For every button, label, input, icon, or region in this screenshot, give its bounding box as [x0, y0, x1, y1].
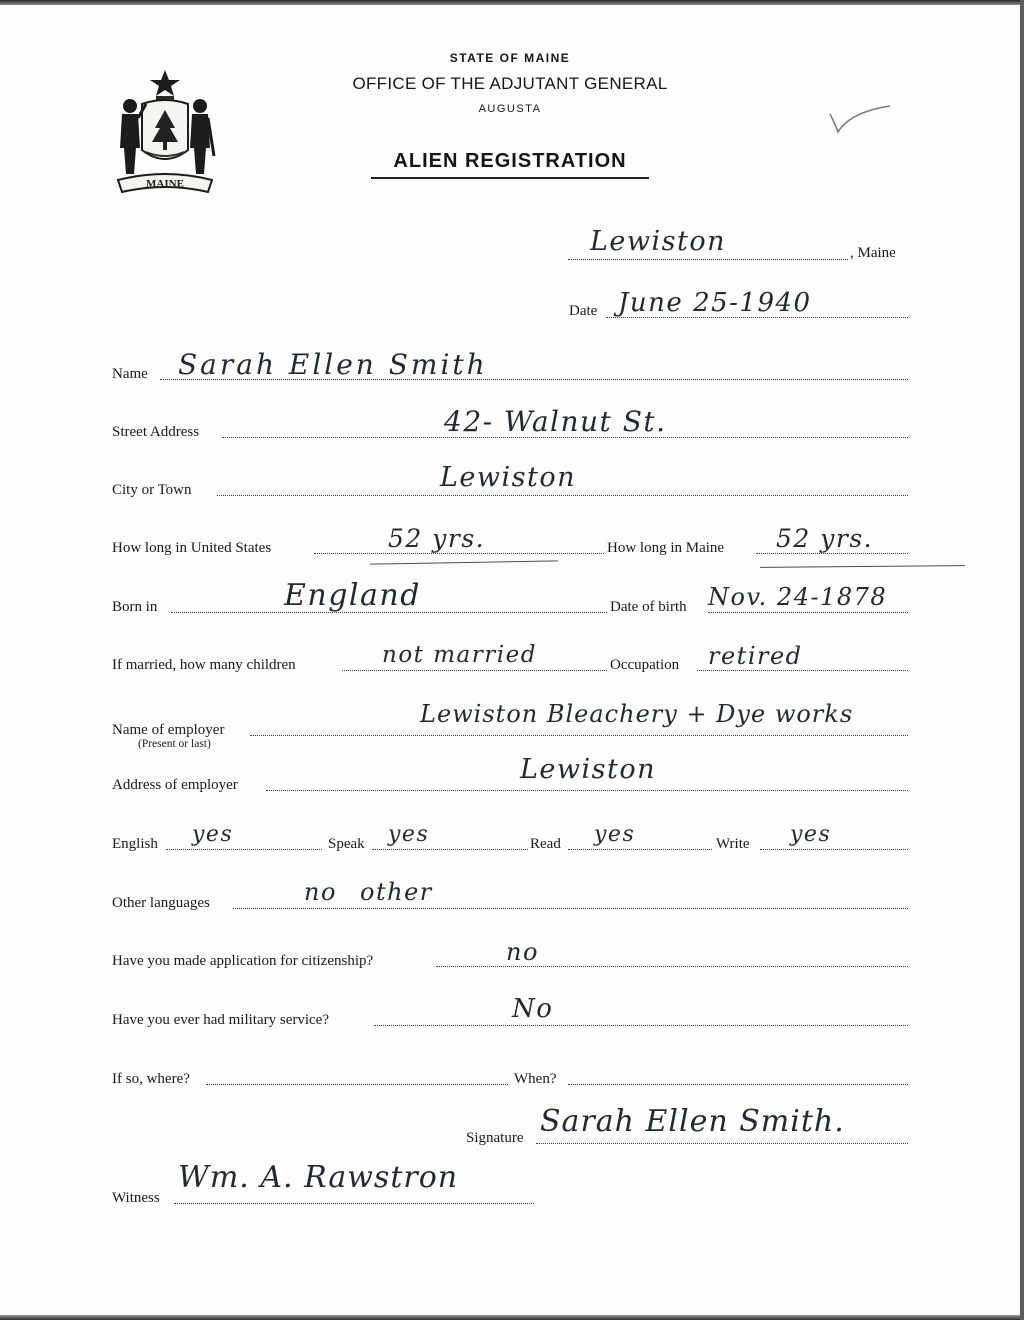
form-title: ALIEN REGISTRATION [393, 150, 627, 172]
english-line [166, 849, 322, 850]
street-value: 42- Walnut St. [444, 405, 667, 438]
title-underline [371, 177, 649, 179]
witness-label: Witness [112, 1190, 160, 1206]
checkmark-icon [828, 104, 892, 134]
pen-stroke [760, 565, 965, 568]
name-value: Sarah Ellen Smith [178, 348, 488, 381]
dob-value: Nov. 24-1878 [708, 583, 888, 611]
scan-edge-top [0, 0, 1024, 5]
us-duration-line [314, 553, 604, 554]
place-line [568, 259, 848, 260]
date-value: June 25-1940 [618, 288, 812, 318]
employer-address-value: Lewiston [520, 754, 657, 785]
military-value: No [512, 994, 554, 1024]
read-label: Read [530, 836, 561, 852]
employer-value: Lewiston Bleachery + Dye works [420, 700, 854, 728]
born-in-value: England [284, 578, 421, 613]
where-line [206, 1084, 508, 1085]
pen-stroke [370, 560, 558, 564]
children-line [342, 670, 607, 671]
write-value: yes [790, 822, 832, 847]
dob-label: Date of birth [610, 599, 687, 615]
employer-line [250, 735, 908, 736]
scan-edge-bottom [0, 1315, 1024, 1320]
place-value: Lewiston [590, 226, 727, 257]
signature-label: Signature [466, 1130, 524, 1146]
read-line [568, 849, 712, 850]
employer-address-label: Address of employer [112, 777, 238, 793]
signature-value: Sarah Ellen Smith. [540, 1104, 845, 1139]
employer-label: Name of employer [112, 722, 225, 738]
military-label: Have you ever had military service? [112, 1012, 329, 1028]
street-label: Street Address [112, 424, 200, 440]
header-office: OFFICE OF THE ADJUTANT GENERAL [352, 74, 668, 93]
scan-edge-right [1020, 0, 1024, 1320]
when-line [568, 1084, 908, 1085]
military-line [374, 1025, 908, 1026]
other-languages-value: no other [304, 878, 433, 906]
employer-sublabel: (Present or last) [138, 738, 211, 750]
maine-duration-value: 52 yrs. [776, 524, 874, 553]
other-languages-line [233, 908, 908, 909]
state-seal-icon [112, 68, 218, 196]
when-label: When? [514, 1071, 557, 1087]
city-label: City or Town [112, 482, 192, 498]
dob-line [708, 612, 908, 613]
speak-line [372, 849, 528, 850]
children-value: not married [382, 642, 537, 668]
citizenship-value: no [506, 938, 539, 966]
citizenship-line [436, 966, 908, 967]
speak-label: Speak [328, 836, 365, 852]
witness-value: Wm. A. Rawstron [178, 1160, 459, 1195]
other-languages-label: Other languages [112, 895, 210, 911]
where-label: If so, where? [112, 1071, 190, 1087]
maine-duration-line [756, 553, 908, 554]
children-label: If married, how many children [112, 657, 296, 673]
header-city: AUGUSTA [478, 103, 542, 115]
us-duration-value: 52 yrs. [388, 524, 486, 553]
date-label: Date [569, 303, 598, 319]
occupation-label: Occupation [610, 657, 680, 673]
city-line [217, 495, 908, 496]
english-value: yes [192, 822, 234, 847]
witness-line [174, 1203, 534, 1204]
occupation-line [697, 670, 908, 671]
us-duration-label: How long in United States [112, 540, 272, 556]
maine-duration-label: How long in Maine [607, 540, 725, 556]
city-value: Lewiston [440, 462, 577, 493]
write-label: Write [716, 836, 750, 852]
write-line [760, 849, 908, 850]
name-label: Name [112, 366, 148, 382]
header-state: STATE OF MAINE [449, 51, 571, 65]
place-suffix: , Maine [850, 245, 896, 261]
seal-motto: MAINE [146, 178, 184, 190]
occupation-value: retired [708, 642, 803, 670]
english-label: English [112, 836, 158, 852]
signature-line [536, 1143, 908, 1144]
speak-value: yes [388, 822, 430, 847]
citizenship-label: Have you made application for citizenship? [112, 953, 374, 969]
employer-address-line [266, 790, 908, 791]
born-in-label: Born in [112, 599, 158, 615]
read-value: yes [594, 822, 636, 847]
